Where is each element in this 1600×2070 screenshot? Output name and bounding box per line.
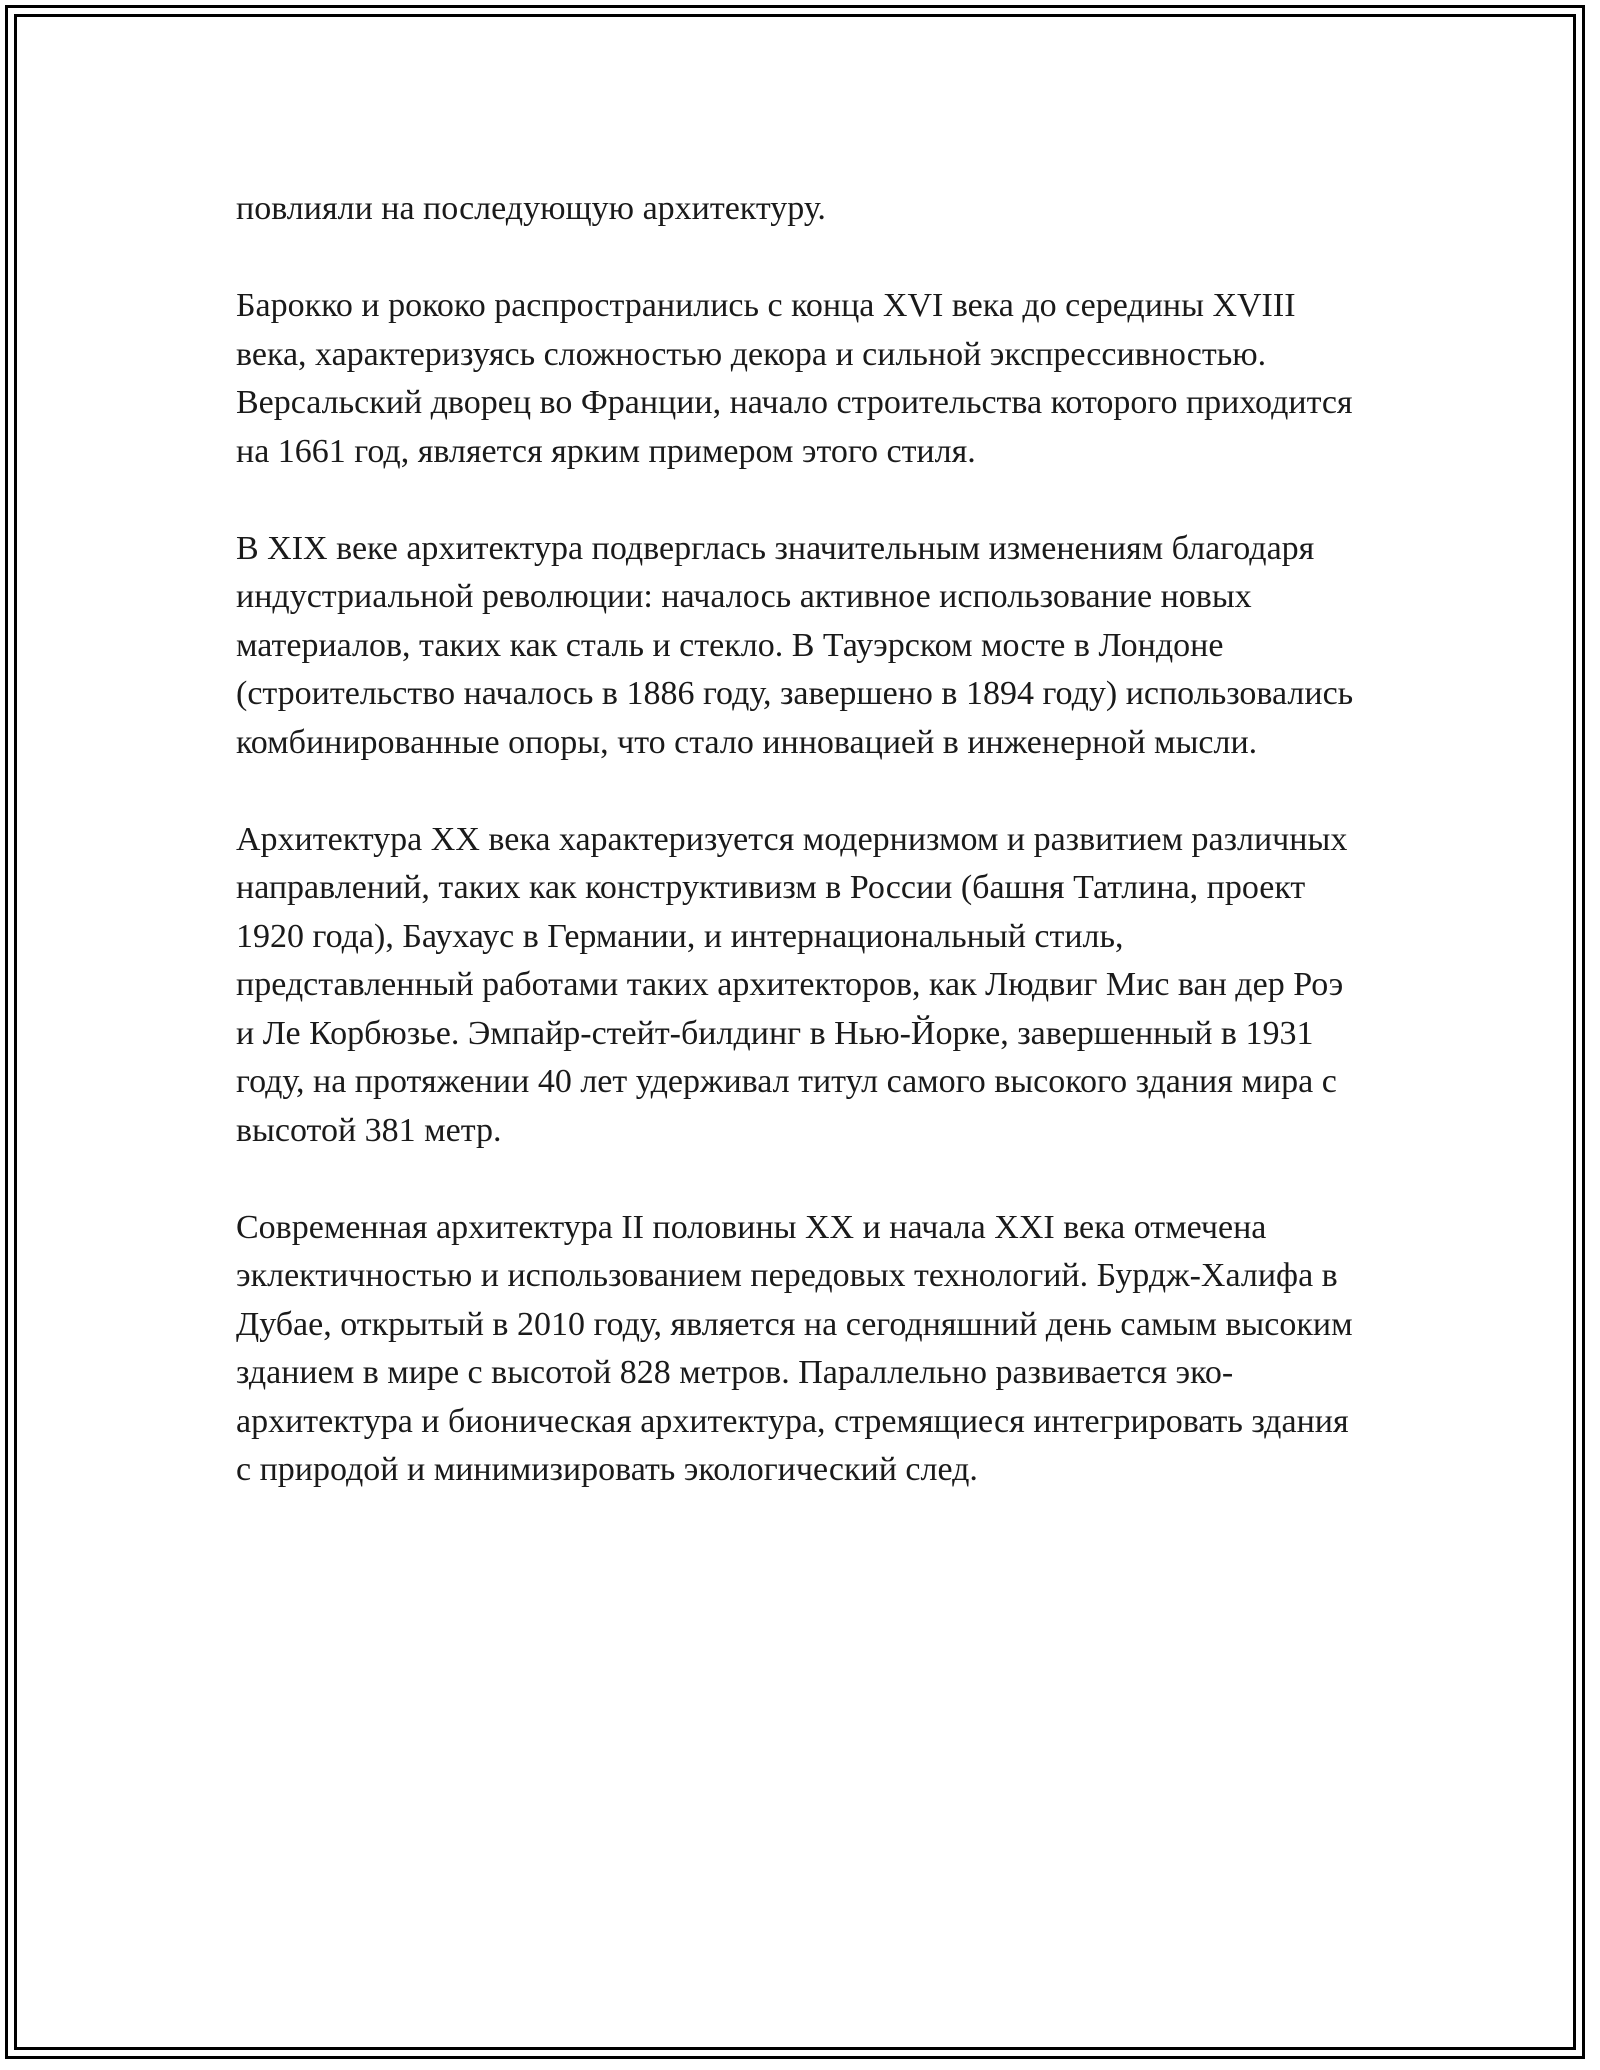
paragraph-3: В XIX веке архитектура подверглась значительным изменениям благодаря индустриальной революции: началось активное использование новых материалов, таких как сталь и стекло. В Тауэрском мосте в Лондоне (строительство началось в 1886 году, завершено в 1894 году) использовались комбинированные опоры, что стало инновацией в инженерной мысли. — [236, 529, 1354, 761]
paragraph-4: Архитектура XX века характеризуется модернизмом и развитием различных направлений, таких как конструктивизм в России (башня Татлина, проект 1920 года), Баухаус в Германии, и интернациональный стиль, представленный работами таких архитекторов, как Людвиг Мис ван дер Роэ и Ле Корбюзье. Эмпайр-стейт-билдинг в Нью-Йорке, завершенный в 1931 году, на протяжении 40 лет удерживал титул самого высокого здания мира с высотой 381 метр. — [236, 820, 1348, 1149]
paragraph-5: Современная архитектура II половины XX и начала XXI века отмечена эклектичностью и использованием передовых технологий. Бурдж-Халифа в Дубае, открытый в 2010 году, является на сегодняшний день самым высоким зданием в мире с высотой 828 метров. Параллельно развивается эко-архитектура и бионическая архитектура, стремящиеся интегрировать здания с природой и минимизировать экологический след. — [236, 1208, 1353, 1488]
paragraph-2: Барокко и рококо распространились с конца XVI века до середины XVIII века, характеризуясь сложностью декора и сильной экспрессивностью. Версальский дворец во Франции, начало строительства которого приходится на 1661 год, является ярким примером этого стиля. — [236, 287, 1353, 470]
paragraph-1: повлияли на последующую архитектуру. — [236, 190, 826, 227]
document-body — [236, 185, 1366, 1543]
